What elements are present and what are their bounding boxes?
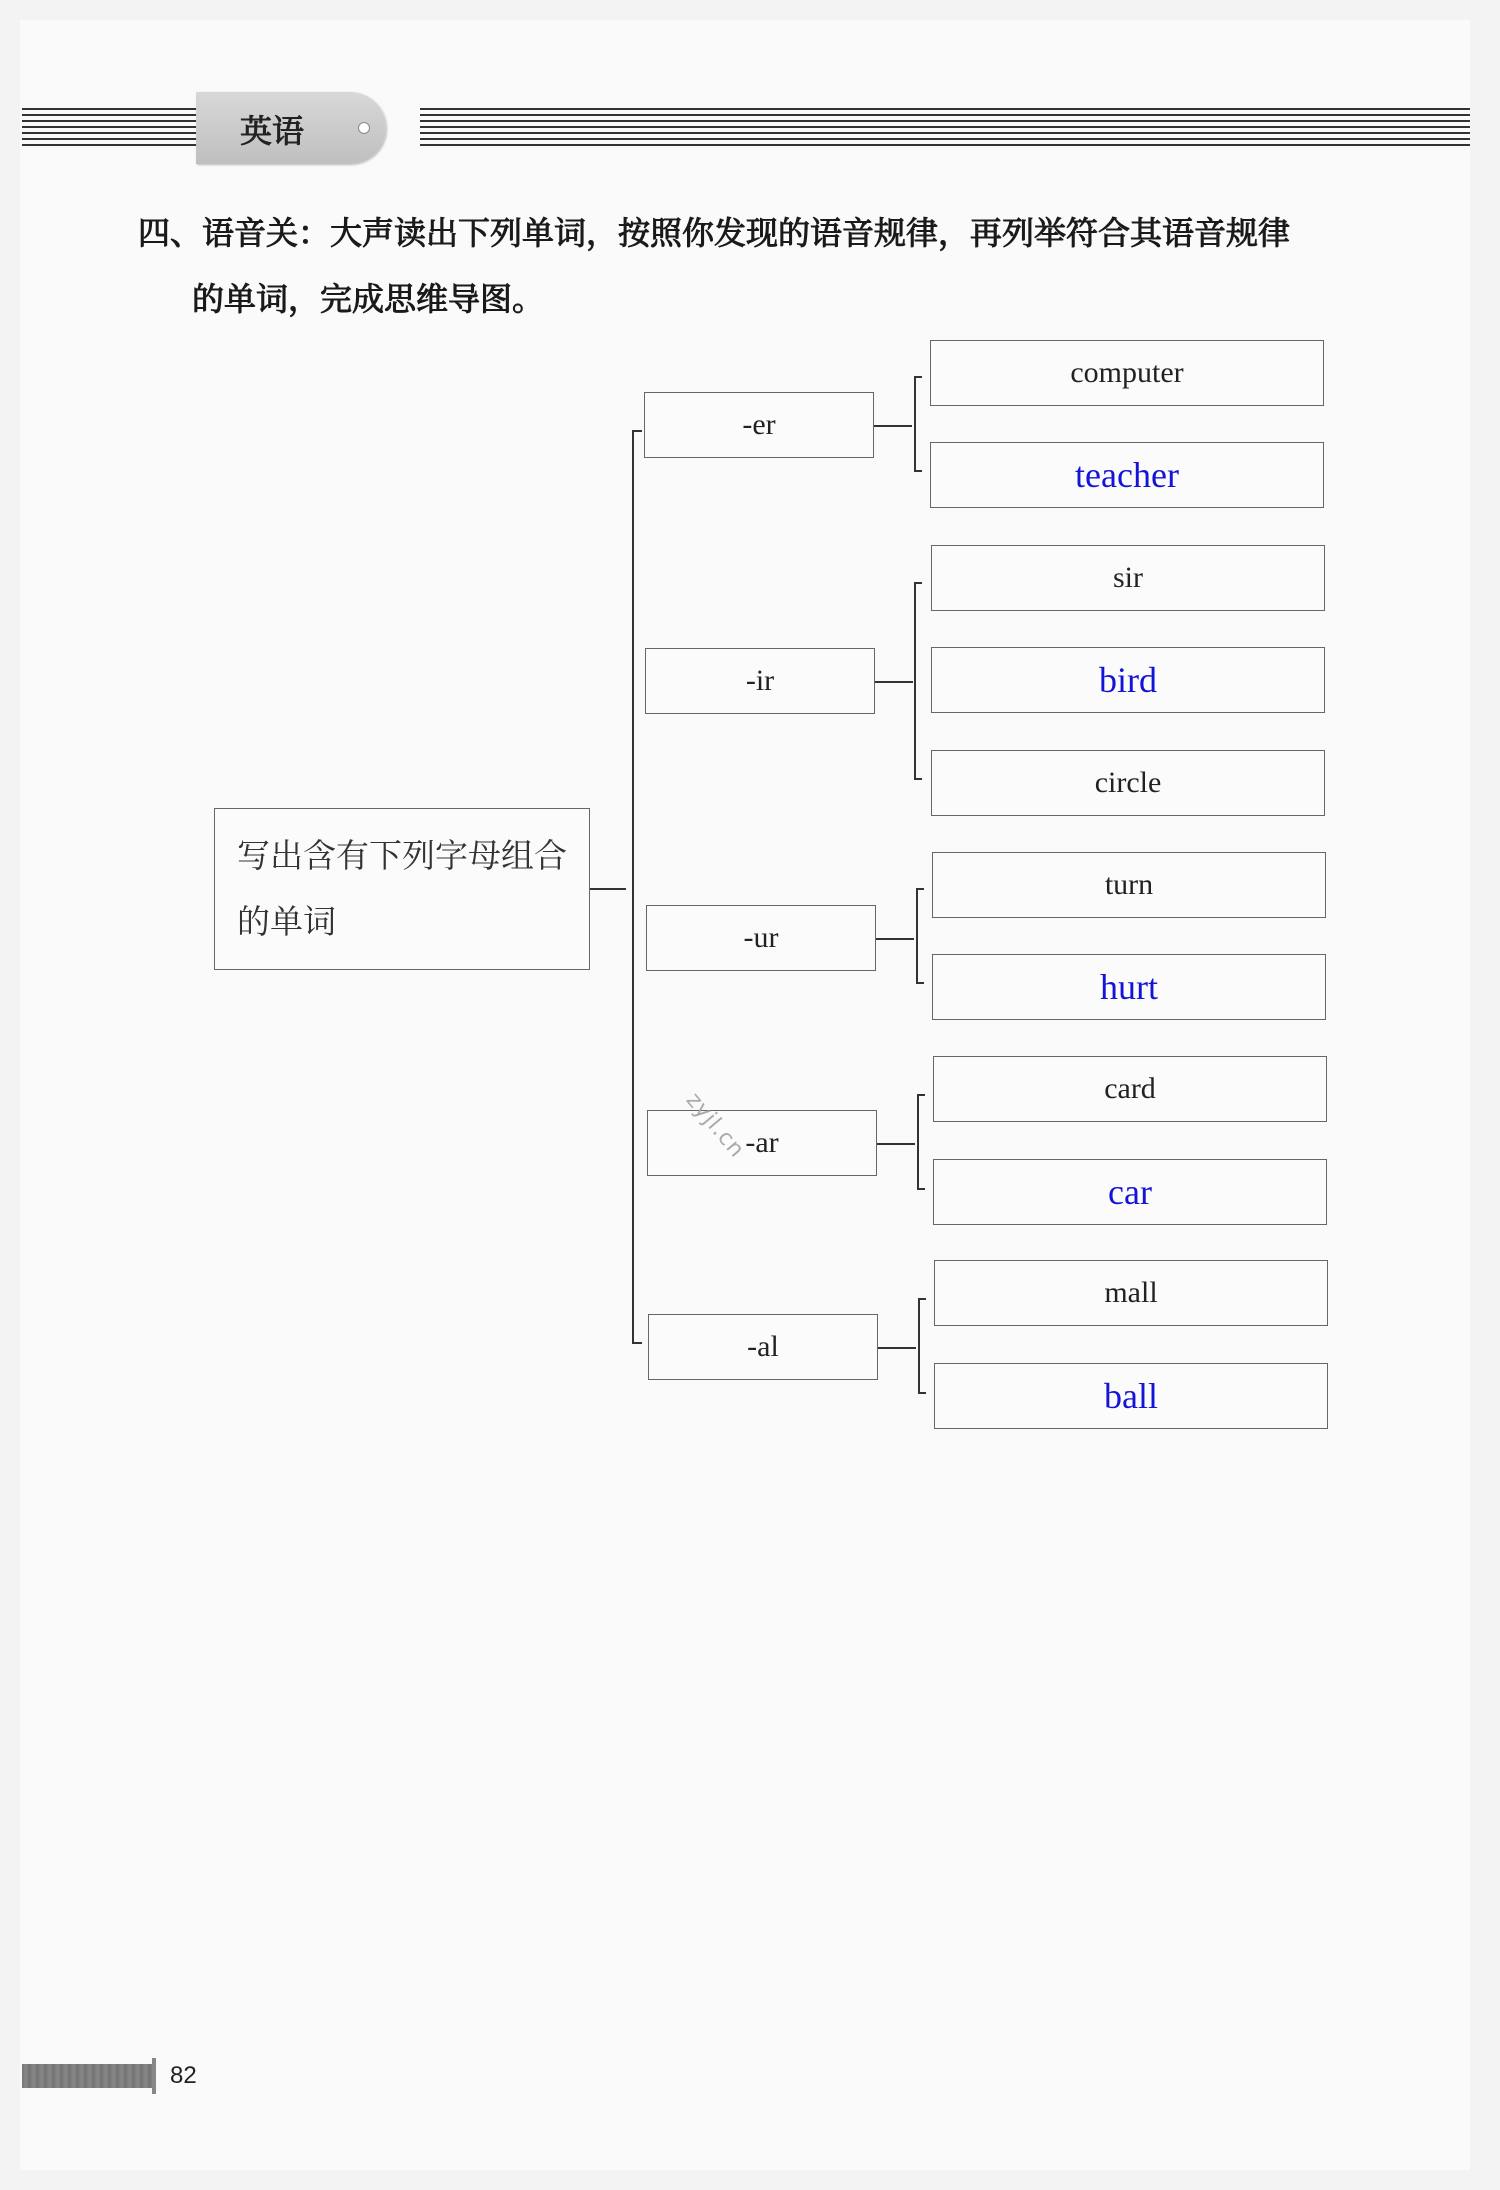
word-card: card: [933, 1056, 1327, 1122]
suffix-er: -er: [644, 392, 874, 458]
ar-bracket-bottom: [917, 1188, 925, 1190]
ur-bracket: [916, 888, 918, 984]
er-connector: [874, 425, 912, 427]
answer-car: car: [933, 1159, 1327, 1225]
word-mall: mall: [934, 1260, 1328, 1326]
header-stripes-left: [22, 108, 202, 148]
er-bracket: [914, 376, 916, 472]
ur-connector: [876, 938, 914, 940]
word-turn: turn: [932, 852, 1326, 918]
question-line-2: 的单词，完成思维导图。: [192, 280, 545, 318]
ir-connector: [875, 681, 913, 683]
word-circle: circle: [931, 750, 1325, 816]
mindmap-root: 写出含有下列字母组合的单词: [214, 808, 590, 970]
ir-bracket-bottom: [914, 778, 922, 780]
trunk-tick-top: [632, 430, 642, 432]
footer-bar: [22, 2064, 152, 2088]
er-bracket-top: [914, 376, 922, 378]
al-bracket: [918, 1298, 920, 1394]
ur-bracket-top: [916, 888, 924, 890]
answer-teacher: teacher: [930, 442, 1324, 508]
al-bracket-top: [918, 1298, 926, 1300]
subject-label: 英语: [240, 112, 305, 150]
question-text: [138, 200, 1388, 332]
answer-ball: ball: [934, 1363, 1328, 1429]
ur-bracket-bottom: [916, 982, 924, 984]
suffix-ar: -ar: [647, 1110, 877, 1176]
al-connector: [878, 1347, 916, 1349]
question-line-1: 四、语音关：大声读出下列单词，按照你发现的语音规律，再列举符合其语音规律: [138, 214, 1291, 252]
suffix-ur: -ur: [646, 905, 876, 971]
ar-bracket: [917, 1094, 919, 1190]
suffix-al: -al: [648, 1314, 878, 1380]
root-connector: [590, 888, 626, 890]
answer-bird: bird: [931, 647, 1325, 713]
ir-bracket: [914, 582, 916, 780]
answer-hurt: hurt: [932, 954, 1326, 1020]
er-bracket-bottom: [914, 470, 922, 472]
ir-bracket-top: [914, 582, 922, 584]
trunk-tick-bottom: [632, 1342, 642, 1344]
main-trunk: [632, 430, 634, 1344]
word-sir: sir: [931, 545, 1325, 611]
suffix-ir: -ir: [645, 648, 875, 714]
header-stripes-right: [420, 108, 1470, 148]
al-bracket-bottom: [918, 1392, 926, 1394]
watermark: zyjl.cn: [680, 1088, 750, 1163]
page-number: 82: [152, 2058, 222, 2094]
tab-dot-icon: [358, 122, 370, 134]
ar-connector: [877, 1143, 915, 1145]
ar-bracket-top: [917, 1094, 925, 1096]
word-computer: computer: [930, 340, 1324, 406]
subject-tab: [196, 92, 386, 164]
